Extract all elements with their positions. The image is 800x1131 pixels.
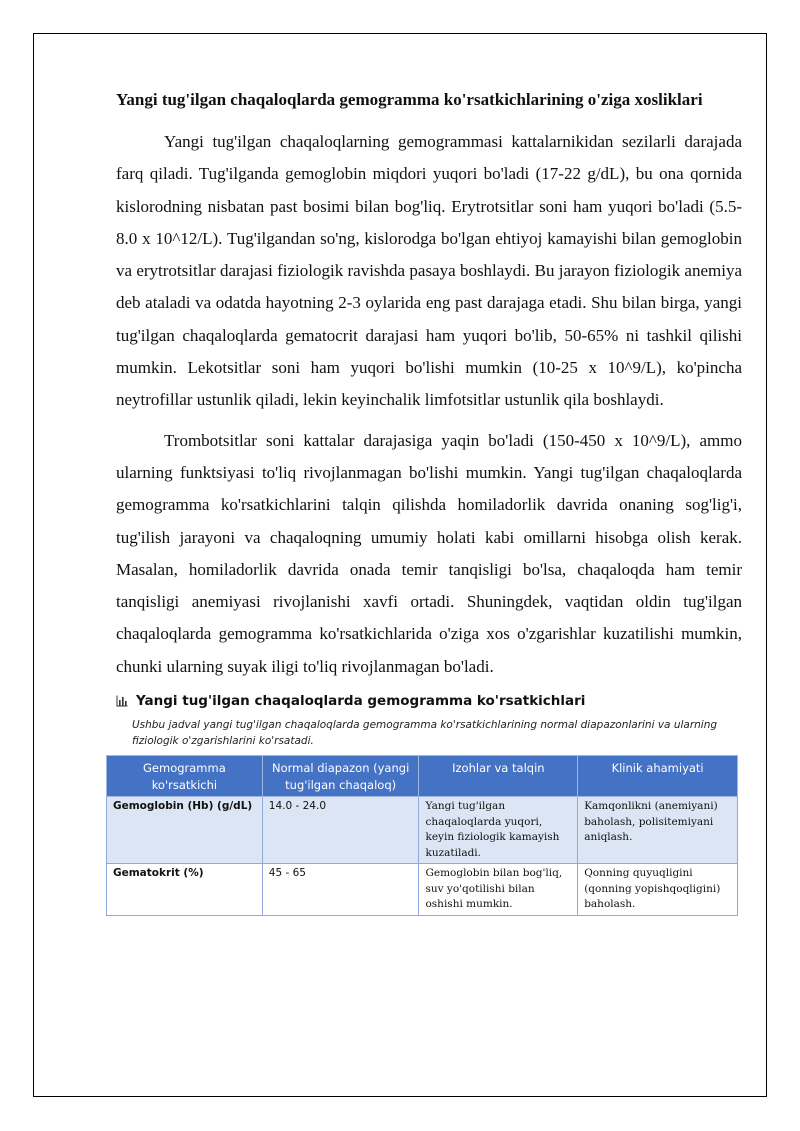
table-header-row — [107, 756, 738, 797]
column-header: Gemogramma ko'rsatkichi — [107, 756, 263, 797]
table-cell: Qonning quyuqligini (qonning yopishqoqligini) baholash. — [578, 864, 738, 916]
table-row — [107, 864, 738, 916]
table-row — [107, 797, 738, 864]
table-title-text: Yangi tug'ilgan chaqaloqlarda gemogramma ko'rsatkichlari — [136, 693, 586, 710]
bar-chart-icon — [116, 695, 128, 707]
table-cell: Kamqonlikni (anemiyani) baholash, polisitemiyani aniqlash. — [578, 797, 738, 864]
paragraph-2: Trombotsitlar soni kattalar darajasiga yaqin bo'ladi (150-450 x 10^9/L), ammo ularning funktsiyasi to'liq rivojlanmagan bo'lishi mumkin. Yangi tug'ilgan chaqaloqlarda gemogramma ko'rsatkichlarini talqin qilishda homiladorlik davrida onaning sog'lig'i, tug'ilish jarayoni va chaqaloqning umumiy holati kabi omillarni hisobga olish kerak. Masalan, homiladorlik davrida onada temir tanqisligi bo'lsa, chaqaloqda ham temir tanqisligi anemiyasi rivojlanishi xavfi ortadi. Shuningdek, vaqtidan oldin tug'ilgan chaqaloqlarda gemogramma ko'rsatkichlarida o'ziga xos o'zgarishlar kuzatilishi mumkin, chunki ularning suyak iligi to'liq rivojlanmagan bo'ladi. — [116, 430, 742, 676]
table-cell: Gematokrit (%) — [107, 864, 263, 916]
hemogram-table — [106, 755, 738, 916]
table-title — [116, 693, 742, 709]
table-cell: Yangi tug'ilgan chaqaloqlarda yuqori, keyin fiziologik kamayish kuzatiladi. — [419, 797, 578, 864]
column-header: Izohlar va talqin — [419, 756, 578, 797]
document-body — [113, 88, 742, 916]
table-cell: Gemoglobin (Hb) (g/dL) — [107, 797, 263, 864]
section-heading: Yangi tug'ilgan chaqaloqlarda gemogramma ko'rsatkichlarining o'ziga xosliklari — [116, 90, 703, 109]
table-caption: Ushbu jadval yangi tug'ilgan chaqaloqlarda gemogramma ko'rsatkichlarining normal diapazonlarini va ularning fiziologik o'zgarishlarini ko'rsatadi. — [132, 719, 718, 748]
paragraph-1: Yangi tug'ilgan chaqaloqlarning gemogrammasi kattalarnikidan sezilarli darajada farq qiladi. Tug'ilganda gemoglobin miqdori yuqori bo'ladi (17-22 g/dL), bu ona qornida kislorodning nisbatan past bosimi bilan bog'liq. Erytrotsitlar soni ham yuqori bo'ladi (5.5-8.0 x 10^12/L). Tug'ilgandan so'ng, kislorodga bo'lgan ehtiyoj kamayishi bilan gemoglobin va erytrotsitlar darajasi fiziologik ravishda pasaya boshlaydi. Bu jarayon fiziologik anemiya deb ataladi va odatda hayotning 2-3 oylarida eng past darajaga etadi. Shu bilan birga, yangi tug'ilgan chaqaloqlarda gematocrit darajasi ham yuqori bo'lib, 50-65% ni tashkil qilishi mumkin. Lekotsitlar soni ham yuqori bo'lishi mumkin (10-25 x 10^9/L), ko'pincha neytrofillar ustunlik qiladi, lekin keyinchalik limfotsitlar ustunlik qila boshlaydi. — [116, 132, 742, 410]
column-header: Normal diapazon (yangi tug'ilgan chaqaloq) — [262, 756, 419, 797]
table-cell: 14.0 - 24.0 — [262, 797, 419, 864]
table-cell: 45 - 65 — [262, 864, 419, 916]
table-cell: Gemoglobin bilan bog'liq, suv yo'qotilishi bilan oshishi mumkin. — [419, 864, 578, 916]
column-header: Klinik ahamiyati — [578, 756, 738, 797]
